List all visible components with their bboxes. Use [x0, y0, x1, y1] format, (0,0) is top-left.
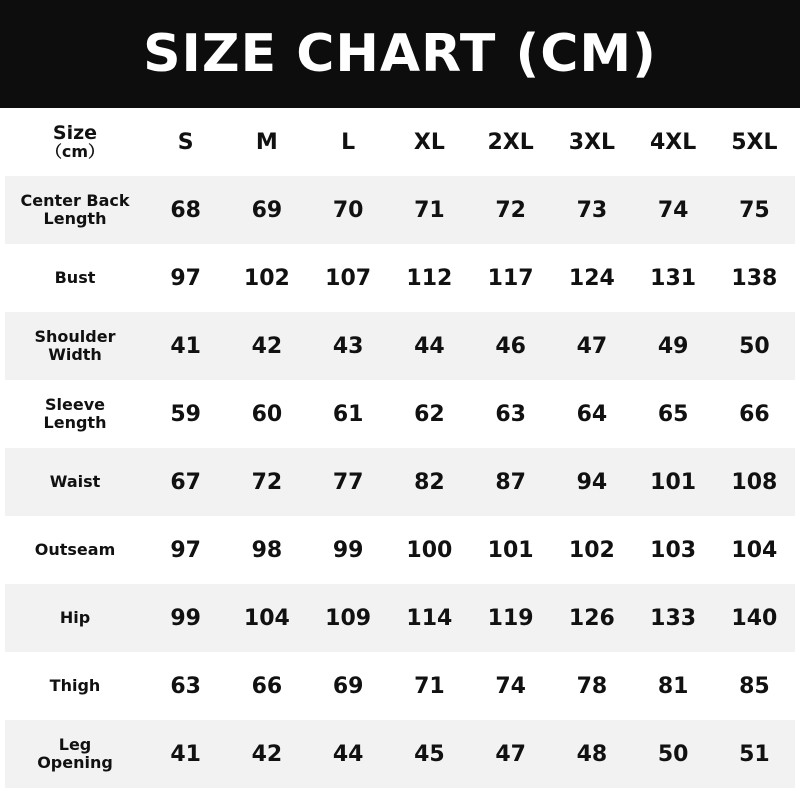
cell-value: 99	[332, 537, 364, 563]
cell-value: 81	[657, 673, 689, 699]
cell-value: 65	[657, 401, 689, 427]
cell-value: 112	[406, 265, 453, 291]
row-label-hip	[5, 584, 145, 652]
cell-value: 119	[487, 605, 534, 631]
row-label-line2: Length	[43, 209, 107, 228]
column-header-5xl: 5XL	[731, 129, 778, 155]
cell-value: 69	[251, 197, 283, 223]
cell-value: 63	[170, 673, 201, 699]
column-header-2xl: 2XL	[487, 129, 534, 155]
cell-value: 62	[414, 401, 445, 427]
cell-value: 82	[414, 469, 445, 495]
cell-value: 94	[576, 469, 608, 495]
row-label-line1: Sleeve	[45, 394, 105, 414]
header-row	[5, 108, 795, 176]
cell-value: 75	[739, 197, 770, 223]
cell-value: 108	[731, 469, 778, 495]
row-label-line1: Shoulder	[34, 326, 116, 346]
row-label-line1: Bust	[54, 267, 96, 287]
row-label-line2: Length	[43, 413, 107, 432]
cell-value: 50	[657, 741, 689, 767]
cell-value: 41	[170, 333, 201, 359]
cell-value: 78	[576, 673, 608, 699]
table-row	[5, 244, 795, 312]
cell-value: 47	[495, 741, 526, 767]
cell-value: 97	[170, 265, 201, 291]
cell-value: 72	[495, 197, 526, 223]
cell-value: 48	[576, 741, 608, 767]
cell-value: 101	[487, 537, 534, 563]
table-row	[5, 380, 795, 448]
cell-value: 49	[657, 333, 689, 359]
cell-value: 66	[739, 401, 770, 427]
table-row	[5, 516, 795, 584]
corner-label-line1: Size	[52, 121, 98, 144]
row-label-thigh	[5, 652, 145, 720]
cell-value: 73	[576, 197, 608, 223]
cell-value: 104	[243, 605, 290, 631]
row-label-outseam	[5, 516, 145, 584]
cell-value: 87	[495, 469, 526, 495]
cell-value: 124	[568, 265, 615, 291]
cell-value: 71	[414, 673, 445, 699]
column-header-4xl: 4XL	[649, 129, 697, 155]
table-body	[5, 176, 795, 788]
row-label-line1: Center Back	[20, 190, 130, 210]
cell-value: 74	[657, 197, 689, 223]
row-label-line2: Opening	[37, 753, 113, 772]
cell-value: 74	[495, 673, 526, 699]
cell-value: 114	[406, 605, 453, 631]
cell-value: 101	[650, 469, 697, 495]
column-header-m: M	[255, 129, 278, 155]
cell-value: 131	[650, 265, 697, 291]
cell-value: 67	[170, 469, 201, 495]
table-row	[5, 652, 795, 720]
cell-value: 66	[251, 673, 283, 699]
cell-value: 43	[332, 333, 364, 359]
cell-value: 85	[739, 673, 770, 699]
title-bar	[0, 0, 800, 108]
cell-value: 133	[650, 605, 697, 631]
row-label-line2: Width	[48, 345, 102, 364]
cell-value: 70	[332, 197, 364, 223]
row-label-line1: Leg	[58, 734, 92, 754]
cell-value: 117	[487, 265, 534, 291]
cell-value: 138	[731, 265, 778, 291]
column-header-l: L	[341, 129, 356, 155]
row-label-line1: Hip	[59, 607, 91, 627]
cell-value: 69	[332, 673, 364, 699]
row-label-leg-opening	[5, 720, 145, 788]
column-header-xl: XL	[413, 129, 445, 155]
cell-value: 63	[495, 401, 526, 427]
cell-value: 68	[170, 197, 201, 223]
table-row	[5, 448, 795, 516]
cell-value: 60	[251, 401, 283, 427]
row-label-waist	[5, 448, 145, 516]
corner-label-line2: （cm）	[45, 141, 105, 161]
cell-value: 61	[332, 401, 364, 427]
cell-value: 46	[495, 333, 526, 359]
row-label-line1: Thigh	[49, 675, 101, 695]
cell-value: 44	[332, 741, 364, 767]
row-label-bust	[5, 244, 145, 312]
cell-value: 104	[731, 537, 778, 563]
cell-value: 99	[170, 605, 201, 631]
column-header-s: S	[177, 129, 194, 155]
cell-value: 100	[406, 537, 453, 563]
table-row	[5, 584, 795, 652]
cell-value: 126	[568, 605, 615, 631]
cell-value: 59	[170, 401, 201, 427]
cell-value: 42	[251, 741, 283, 767]
cell-value: 45	[414, 741, 445, 767]
row-label-sleeve-length	[5, 380, 145, 448]
table-row	[5, 312, 795, 380]
cell-value: 64	[576, 401, 608, 427]
cell-value: 41	[170, 741, 201, 767]
cell-value: 97	[170, 537, 201, 563]
row-label-center-back-length	[5, 176, 145, 244]
cell-value: 42	[251, 333, 283, 359]
page-title: SIZE CHART (CM)	[143, 24, 657, 84]
size-chart-table	[5, 108, 795, 788]
cell-value: 47	[576, 333, 608, 359]
row-label-line1: Outseam	[34, 539, 116, 559]
row-label-shoulder-width	[5, 312, 145, 380]
cell-value: 140	[731, 605, 778, 631]
cell-value: 71	[414, 197, 445, 223]
cell-value: 103	[650, 537, 697, 563]
cell-value: 44	[414, 333, 445, 359]
table-header	[5, 108, 795, 176]
row-label-line1: Waist	[49, 471, 101, 491]
cell-value: 102	[243, 265, 290, 291]
table-row	[5, 720, 795, 788]
column-header-3xl: 3XL	[568, 129, 616, 155]
corner-size-label	[5, 108, 145, 176]
cell-value: 77	[332, 469, 364, 495]
cell-value: 109	[325, 605, 372, 631]
cell-value: 50	[739, 333, 770, 359]
cell-value: 102	[568, 537, 615, 563]
cell-value: 107	[325, 265, 372, 291]
cell-value: 98	[251, 537, 283, 563]
table-row	[5, 176, 795, 244]
cell-value: 72	[251, 469, 283, 495]
cell-value: 51	[739, 741, 770, 767]
